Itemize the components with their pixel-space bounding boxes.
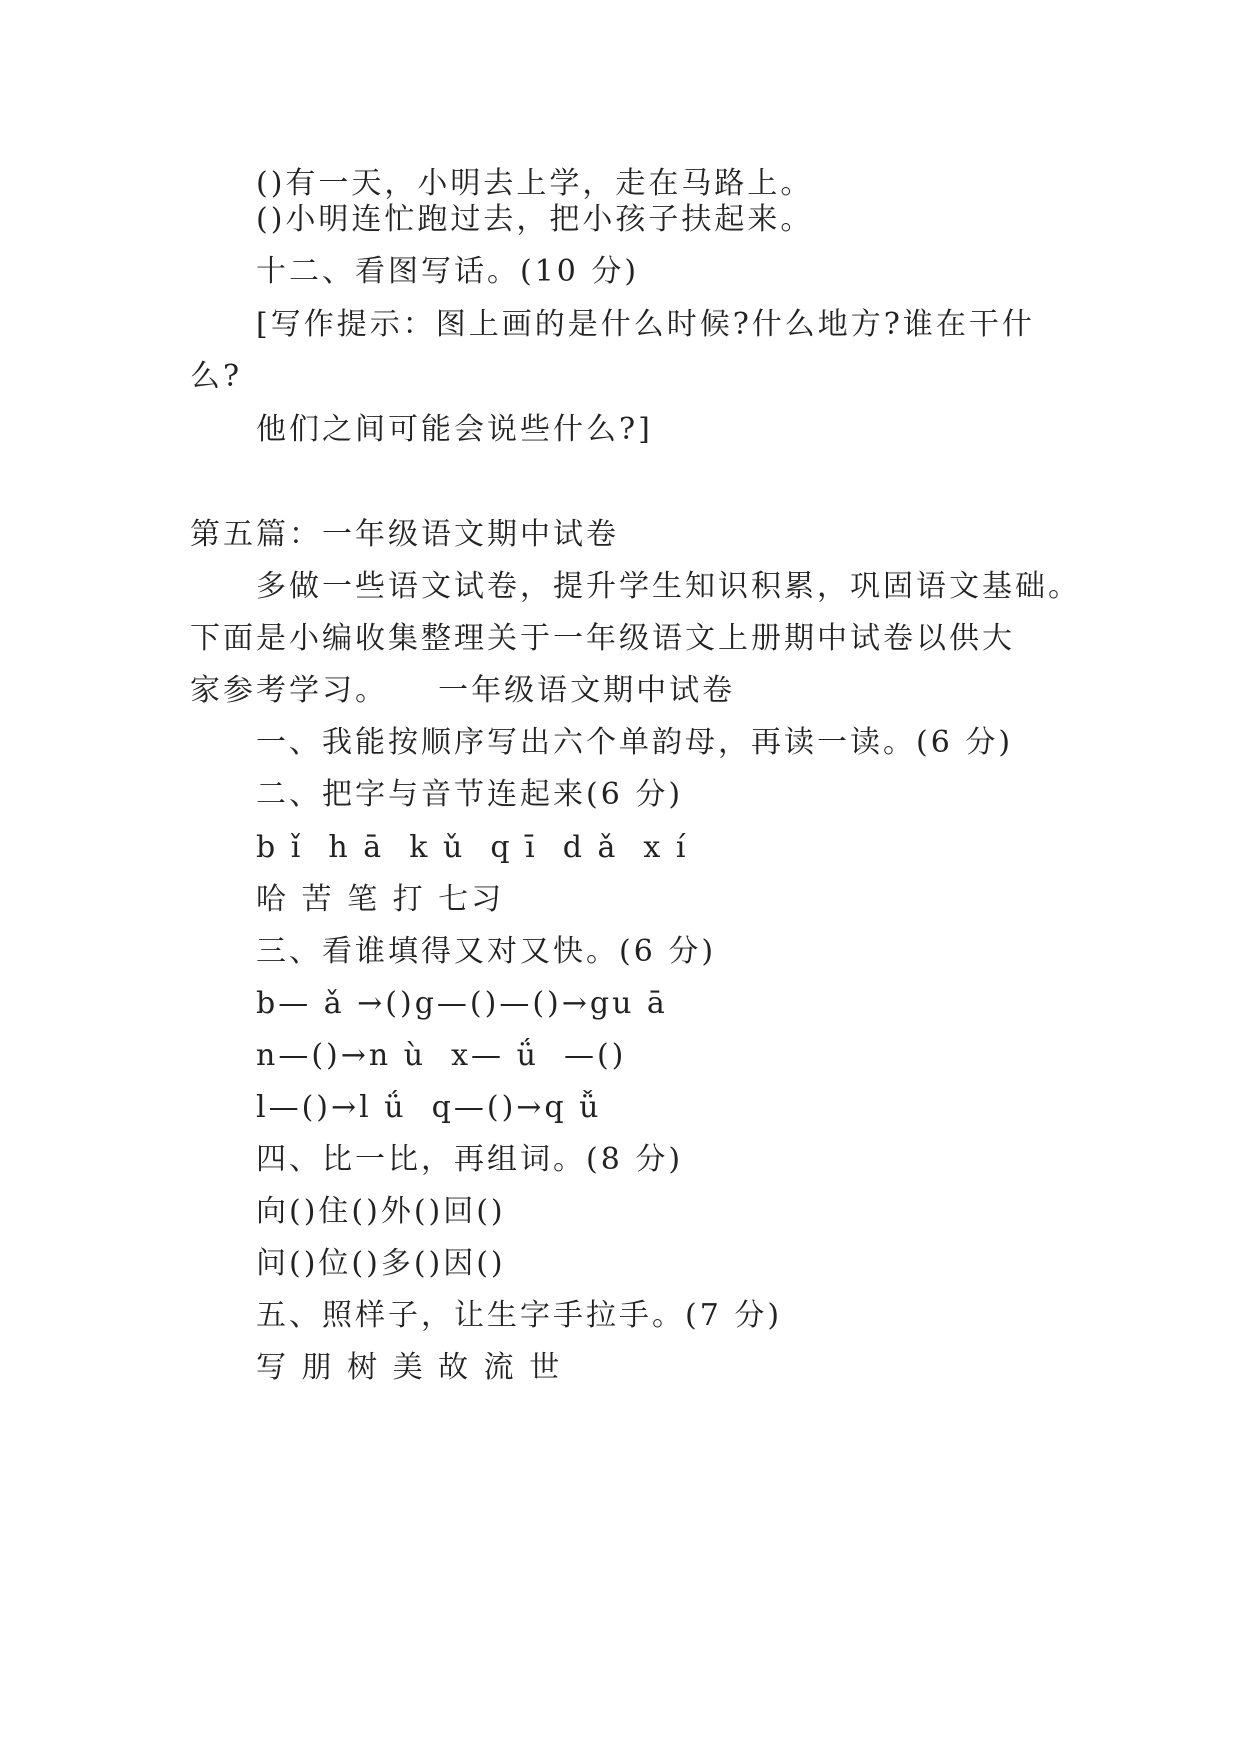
intro-line-3: 家参考学习。 一年级语文期中试卷 [190,673,736,708]
writing-tip-line-2: 么? [190,359,243,394]
question-2: 二、把字与音节连起来(6 分) [256,777,684,812]
text-line-2: ()小明连忙跑过去，把小孩子扶起来。 [256,202,814,237]
writing-tip-line-3: 他们之间可能会说些什么?] [256,412,653,447]
section-heading-12: 十二、看图写话。(10 分) [256,254,640,289]
fill-line-3: l—()→l ǘ q—()→q ǚ [256,1090,602,1125]
fill-line-1: b— ǎ →()g—()—()→gu ā [256,986,668,1021]
question-4: 四、比一比，再组词。(8 分) [256,1142,684,1177]
compare-line-2: 问()位()多()因() [256,1246,506,1281]
writing-tip-line-1: [写作提示：图上画的是什么时候?什么地方?谁在干什 [256,307,1035,342]
question-3: 三、看谁填得又对又快。(6 分) [256,934,717,969]
character-list: 写 朋 树 美 故 流 世 [256,1350,563,1385]
question-5: 五、照样子，让生字手拉手。(7 分) [256,1298,783,1333]
intro-line-2: 下面是小编收集整理关于一年级语文上册期中试卷以供大 [190,621,1015,656]
compare-line-1: 向()住()外()回() [256,1194,506,1229]
intro-line-1: 多做一些语文试卷，提升学生知识积累，巩固语文基础。 [256,569,1081,604]
pinyin-line: b ǐ h ā k ǔ q ī d ǎ x í [256,830,689,865]
question-1: 一、我能按顺序写出六个单韵母，再读一读。(6 分) [256,725,1014,760]
text-line-1: ()有一天，小明去上学，走在马路上。 [256,166,814,201]
chapter-title: 第五篇：一年级语文期中试卷 [190,517,619,552]
character-line: 哈 苦 笔 打 七习 [256,882,505,917]
fill-line-2: n—()→n ù x— ǘ —() [256,1038,627,1073]
